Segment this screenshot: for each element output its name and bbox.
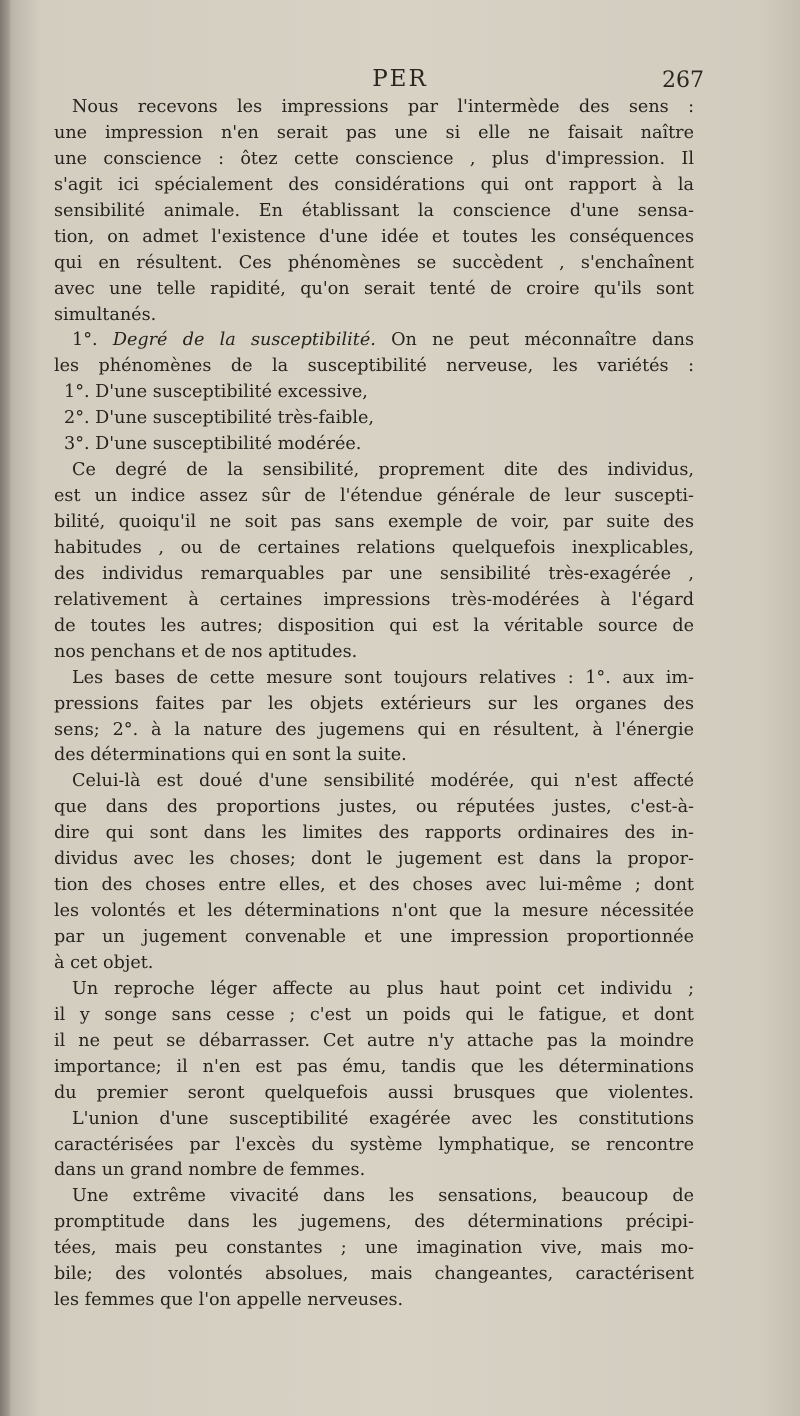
text-line: bile; des volontés absolues, mais changeantes, caractérisent xyxy=(54,1264,694,1285)
text-line: Ce degré de la sensibilité, proprement dite des individus, xyxy=(72,460,694,481)
text-line: Les bases de cette mesure sont toujours relatives : 1°. aux im- xyxy=(72,667,694,688)
text-line: avec une telle rapidité, qu'on serait tenté de croire qu'ils sont xyxy=(54,278,694,299)
text-line: est un indice assez sûr de l'étendue générale de leur suscepti- xyxy=(54,486,694,507)
text-line: à cet objet. xyxy=(54,952,154,973)
page-gutter-shadow xyxy=(0,0,10,1416)
text-line: simultanés. xyxy=(54,304,157,325)
text-line: de toutes les autres; disposition qui est la véritable source de xyxy=(54,615,694,636)
text-line: du premier seront quelquefois aussi brusques que violentes. xyxy=(54,1082,694,1103)
text-line: Nous recevons les impressions par l'intermède des sens : xyxy=(72,97,694,117)
text-line: L'union d'une susceptibilité exagérée avec les constitutions xyxy=(72,1108,694,1129)
text-line: des déterminations qui en sont la suite. xyxy=(54,745,407,766)
text-line: dividus avec les choses; dont le jugement est dans la propor- xyxy=(54,849,694,870)
text-line: tion, on admet l'existence d'une idée et toutes les conséquences xyxy=(54,226,694,247)
text-line: pressions faites par les objets extérieurs sur les organes des xyxy=(54,693,694,714)
text-line: que dans des proportions justes, ou réputées justes, c'est-à- xyxy=(54,797,694,818)
text-line: dans un grand nombre de femmes. xyxy=(54,1160,366,1181)
text-line: Un reproche léger affecte au plus haut point cet individu ; xyxy=(72,978,694,999)
text-line: dire qui sont dans les limites des rapports ordinaires des in- xyxy=(54,823,694,844)
text-line: importance; il n'en est pas ému, tandis que les déterminations xyxy=(54,1056,694,1077)
section-heading-rest: On ne peut méconnaître dans xyxy=(391,330,695,351)
list-item: 1°. D'une susceptibilité excessive, xyxy=(64,382,368,403)
text-line: il ne peut se débarrasser. Cet autre n'y attache pas la moindre xyxy=(54,1030,694,1051)
text-line: une impression n'en serait pas une si elle ne faisait naître xyxy=(54,122,694,143)
text-line: sensibilité animale. En établissant la conscience d'une sensa- xyxy=(54,200,694,221)
text-line: tion des choses entre elles, et des choses avec lui-même ; dont xyxy=(54,875,694,896)
text-line: les volontés et les déterminations n'ont que la mesure nécessitée xyxy=(54,901,694,922)
list-item: 3°. D'une susceptibilité modérée. xyxy=(64,434,362,455)
text-line: caractérisées par l'excès du système lymphatique, se rencontre xyxy=(54,1134,694,1155)
text-line: habitudes , ou de certaines relations quelquefois inexplicables, xyxy=(54,537,694,558)
text-line: sens; 2°. à la nature des jugemens qui en résultent, à l'énergie xyxy=(54,719,694,740)
text-line: les femmes que l'on appelle nerveuses. xyxy=(54,1290,404,1311)
text-line: s'agit ici spécialement des considérations qui ont rapport à la xyxy=(54,174,694,195)
text-line: qui en résultent. Ces phénomènes se succèdent , s'enchaînent xyxy=(54,252,694,273)
text-line: tées, mais peu constantes ; une imagination vive, mais mo- xyxy=(54,1238,694,1259)
section-heading-line xyxy=(54,328,694,354)
text-line: nos penchans et de nos aptitudes. xyxy=(54,641,358,662)
text-line: promptitude dans les jugemens, des déterminations précipi- xyxy=(54,1212,694,1233)
running-title: PER xyxy=(372,66,428,92)
text-line: il y songe sans cesse ; c'est un poids qui le fatigue, et dont xyxy=(54,1004,694,1025)
section-heading: Degré de la susceptibilité. xyxy=(112,330,376,351)
text-line: bilité, quoiqu'il ne soit pas sans exemple de voir, par suite des xyxy=(54,512,694,532)
text-line: Celui-là est doué d'une sensibilité modérée, qui n'est affecté xyxy=(72,771,694,792)
text-line: des individus remarquables par une sensibilité très-exagérée , xyxy=(54,563,694,584)
text-line: relativement à certaines impressions très-modérées à l'égard xyxy=(54,589,694,610)
text-line: par un jugement convenable et une impression proportionnée xyxy=(54,927,694,947)
text-line: Une extrême vivacité dans les sensations, beaucoup de xyxy=(72,1186,694,1207)
list-item: 2°. D'une susceptibilité très-faible, xyxy=(64,408,375,429)
text-line: une conscience : ôtez cette conscience , plus d'impression. Il xyxy=(54,148,694,169)
section-number: 1°. xyxy=(72,330,98,351)
body-text xyxy=(54,95,694,1314)
text-line: les phénomènes de la susceptibilité nerveuse, les variétés : xyxy=(54,356,694,377)
page-number: 267 xyxy=(662,68,704,93)
